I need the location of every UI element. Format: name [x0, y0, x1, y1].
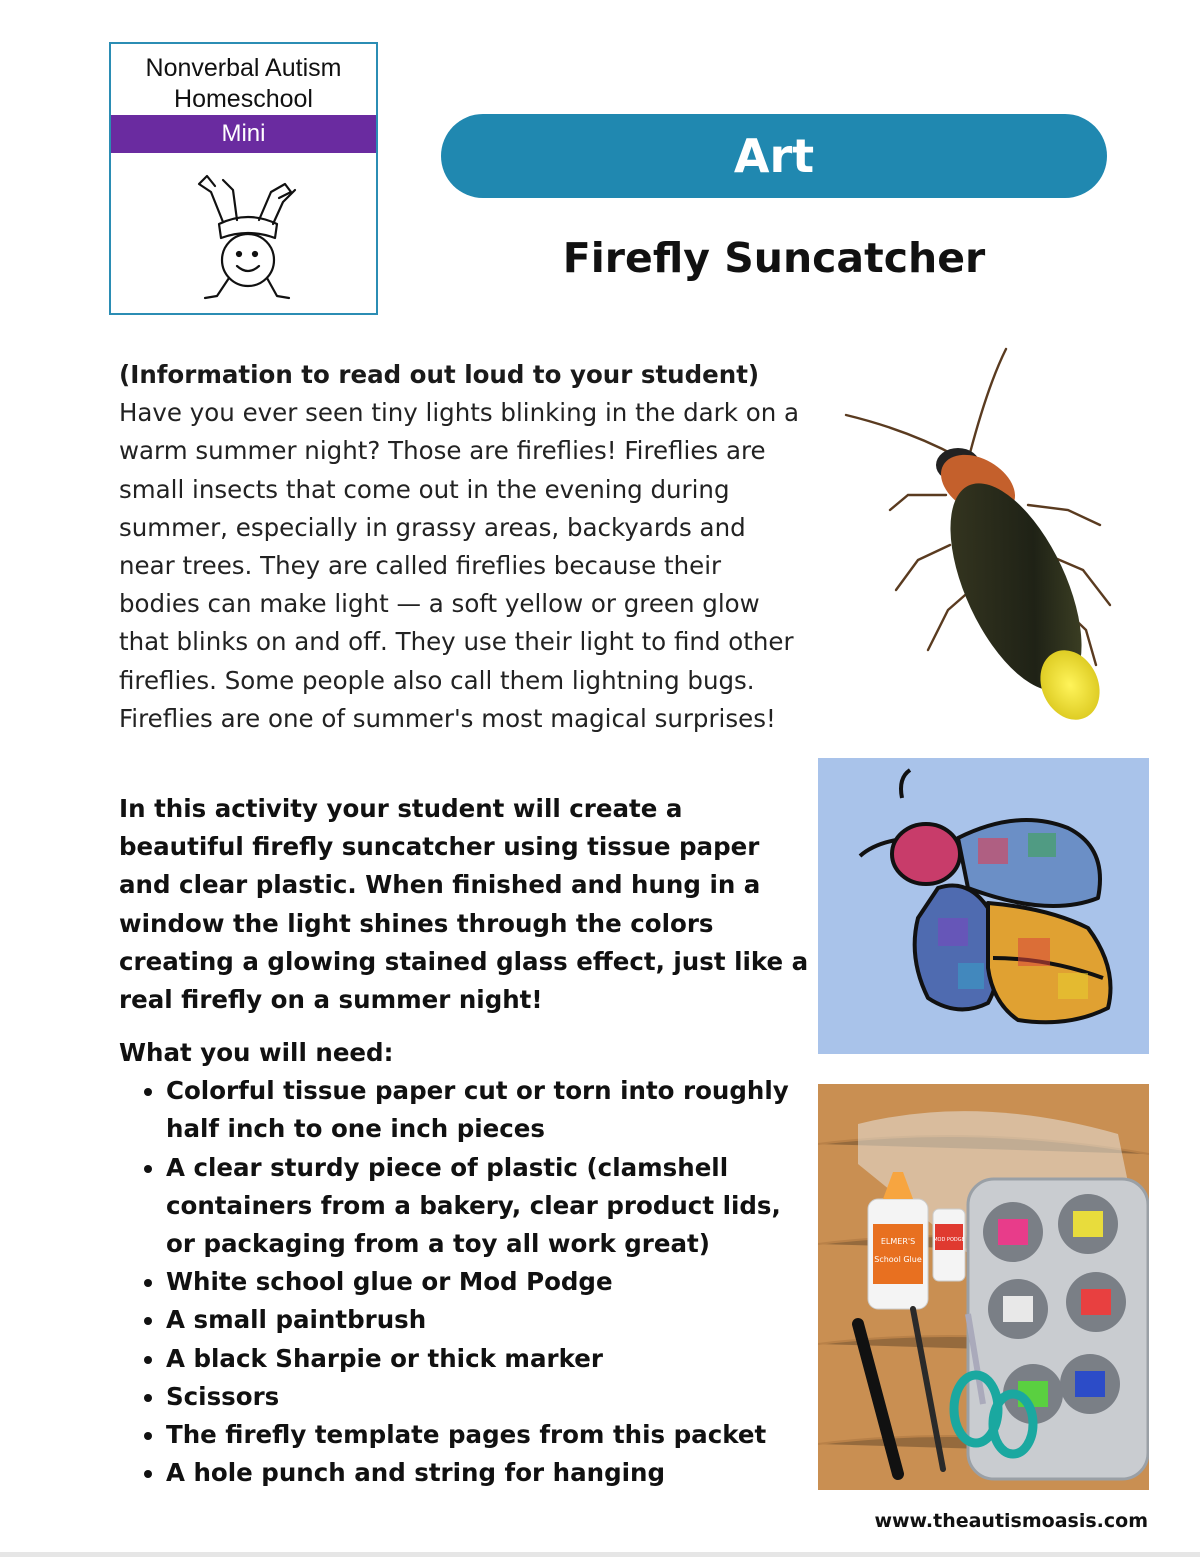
activity-description: In this activity your student will create a beautiful firefly suncatcher using tissue paper and clear plastic. When finished and hung in a window the light shines through the colors creating a glowing stained glass effect, just like a real firefly on a summer night!: [119, 794, 809, 1015]
logo-title: [111, 44, 376, 113]
materials-item: • White school glue or Mod Podge: [166, 1263, 809, 1301]
intro-paragraph: Have you ever seen tiny lights blinking in the dark on a warm summer night? Those are fireflies! Fireflies are small insects that come out in the evening during summer, especially in grassy areas, backyards and near trees. They are called fireflies because their bodies can make light — a soft yellow or green glow that blinks on and off. They use their light to find other fireflies. Some people also call them lightning bugs. Fireflies are one of summer's most magical surprises!: [119, 398, 800, 733]
craft-supplies-photo: [818, 1084, 1149, 1490]
materials-item: • Scissors: [166, 1378, 809, 1416]
materials-item: • Colorful tissue paper cut or torn into roughly half inch to one inch pieces: [166, 1072, 809, 1148]
materials-item: • A clear sturdy piece of plastic (clamshell containers from a bakery, clear product lids, or packaging from a toy all work great): [166, 1149, 809, 1264]
materials-heading: What you will need:: [119, 1038, 394, 1067]
intro-lead: (Information to read out loud to your student): [119, 360, 760, 389]
page-title: Firefly Suncatcher: [562, 234, 986, 282]
subject-banner: Art: [441, 114, 1107, 198]
materials-item: • A hole punch and string for hanging: [166, 1454, 809, 1492]
firefly-photo: [838, 345, 1118, 735]
footer-divider: [0, 1552, 1200, 1557]
materials-item: • A small paintbrush: [166, 1301, 809, 1339]
materials-list: [119, 1072, 809, 1492]
firefly-suncatcher-photo: [818, 758, 1149, 1054]
materials-item: • A black Sharpie or thick marker: [166, 1340, 809, 1378]
logo-title-line2: Homeschool: [174, 85, 313, 113]
glue-label-product: School Glue: [874, 1255, 922, 1264]
materials-section: [119, 1034, 809, 1492]
cartwheel-child-icon: [193, 162, 303, 302]
website-url: www.theautismoasis.com: [874, 1510, 1148, 1532]
materials-item: • The firefly template pages from this packet: [166, 1416, 809, 1454]
glue-label-brand: ELMER'S: [880, 1237, 916, 1246]
logo-title-line1: Nonverbal Autism: [145, 54, 342, 82]
intro-section: [119, 356, 809, 738]
logo-mini-badge: Mini: [111, 115, 376, 153]
podge-label: MOD PODGE: [933, 1237, 965, 1243]
program-logo: [109, 42, 378, 315]
